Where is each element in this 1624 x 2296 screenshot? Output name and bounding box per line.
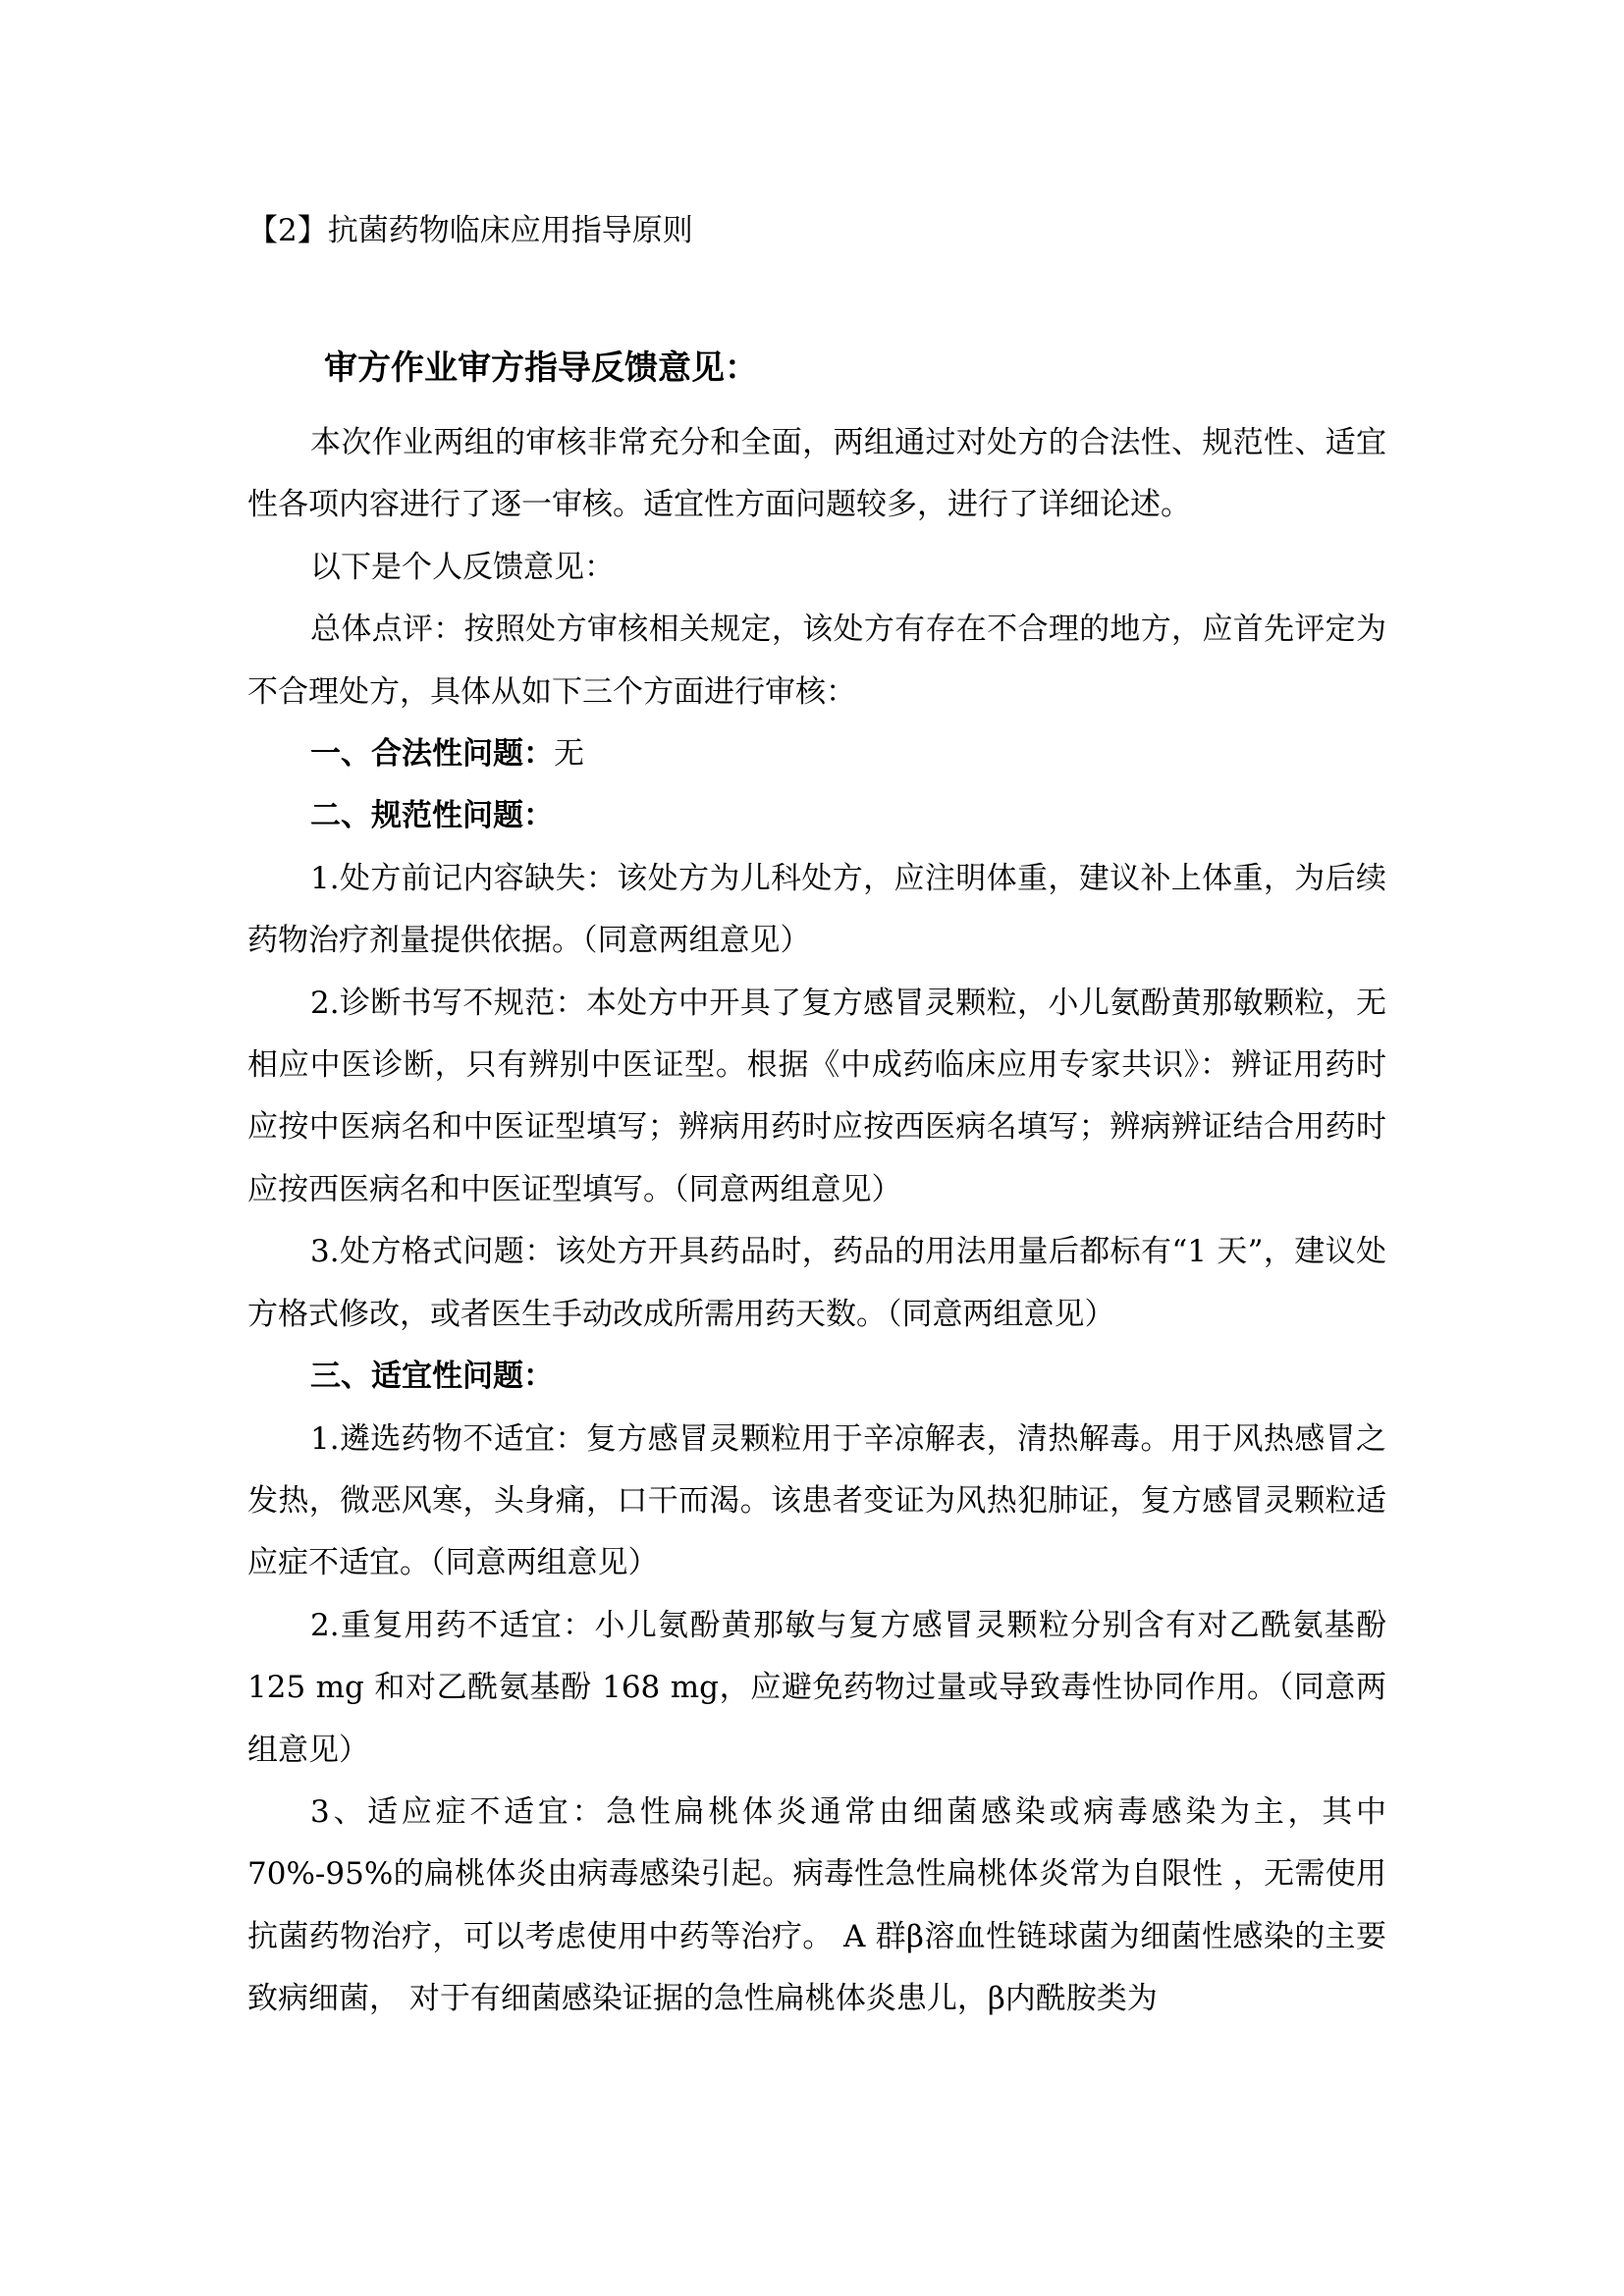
list-item: 1.遴选药物不适宜：复方感冒灵颗粒用于辛凉解表，清热解毒。用于风热感冒之发热，微恶风寒，头身痛，口干而渴。该患者变证为风热犯肺证，复方感冒灵颗粒适应症不适宜。（同意两组意见） [247,1420,1386,1581]
section-title: 一、合法性问题： [310,736,554,773]
section-value: 无 [554,736,584,773]
list-item: 2.诊断书写不规范：本处方中开具了复方感冒灵颗粒，小儿氨酚黄那敏颗粒，无相应中医诊断，只有辨别中医证型。根据《中成药临床应用专家共识》：辨证用药时应按中医病名和中医证型填写；辨病用药时应按西医病名填写；辨病辨证结合用药时应按西医病名和中医证型填写。（同意两组意见） [247,985,1386,1207]
feedback-body [247,412,1386,2031]
list-item: 3.处方格式问题：该处方开具药品时，药品的用法用量后都标有“1 天”，建议处方格式修改，或者医生手动改成所需用药天数。（同意两组意见） [247,1234,1386,1332]
overall-comment-paragraph: 总体点评：按照处方审核相关规定，该处方有存在不合理的地方，应首先评定为不合理处方，具体从如下三个方面进行审核： [247,612,1386,710]
list-item: 2.重复用药不适宜：小儿氨酚黄那敏与复方感冒灵颗粒分别含有对乙酰氨基酚 125 mg 和对乙酰氨基酚 168 mg，应避免药物过量或导致毒性协同作用。（同意两组意见） [247,1607,1386,1768]
feedback-heading: 审方作业审方指导反馈意见： [324,348,758,388]
intro-paragraph: 以下是个人反馈意见： [310,549,615,585]
intro-paragraph: 本次作业两组的审核非常充分和全面，两组通过对处方的合法性、规范性、适宜性各项内容进行了逐一审核。适宜性方面问题较多，进行了详细论述。 [247,425,1386,523]
list-item: 1.处方前记内容缺失：该处方为儿科处方，应注明体重，建议补上体重，为后续药物治疗剂量提供依据。（同意两组意见） [247,860,1386,959]
section-title: 三、适宜性问题： [310,1359,554,1395]
section-legality [247,723,1386,785]
list-item: 3、适应症不适宜：急性扁桃体炎通常由细菌感染或病毒感染为主，其中 70%-95%的扁桃体炎由病毒感染引起。病毒性急性扁桃体炎常为自限性 ，无需使用抗菌药物治疗，可以考虑使用中药等治疗。 A 群β溶血性链球菌为细菌性感染的主要致病细菌， 对于有细菌感染证据的急性扁桃体炎患儿，β内酰胺类为 [247,1793,1386,2017]
reference-line: 【2】抗菌药物临床应用指导原则 [247,213,693,248]
section-title: 二、规范性问题： [310,798,554,834]
